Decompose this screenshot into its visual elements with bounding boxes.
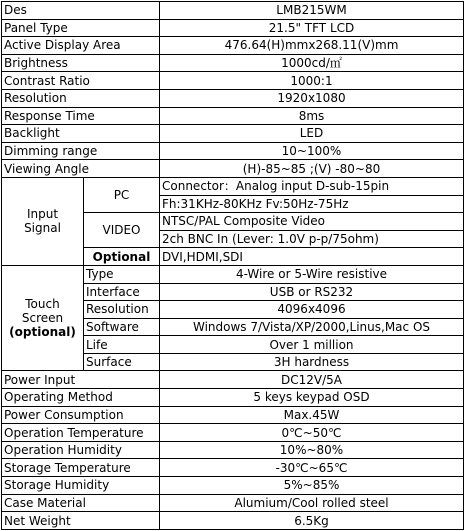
row-label: Resolution — [2, 89, 160, 107]
table-row — [2, 2, 464, 20]
row-value: 476.64(H)mmx268.11(V)mm — [160, 37, 464, 55]
row-label: Backlight — [2, 125, 160, 143]
table-row — [2, 441, 464, 459]
row-value: 10~100% — [160, 142, 464, 160]
row-label: Panel Type — [2, 19, 160, 37]
table-row — [2, 72, 464, 90]
table-row — [2, 371, 464, 389]
row-label: Operating Method — [2, 389, 160, 407]
group-label-line: Touch — [25, 297, 60, 312]
row-value: 2ch BNC In (Lever: 1.0V p-p/75ohm) — [160, 230, 464, 248]
row-label: Dimming range — [2, 142, 160, 160]
group-label-line: (optional) — [9, 325, 76, 340]
group-label-line: Screen — [21, 311, 64, 326]
row-label: Software — [84, 318, 160, 336]
row-value: 5%~85% — [160, 477, 464, 495]
table-row — [2, 512, 464, 530]
row-label: Operation Temperature — [2, 424, 160, 442]
row-value: USB or RS232 — [160, 283, 464, 301]
table-row — [2, 160, 464, 178]
touch-screen-label — [2, 265, 84, 371]
row-label: Life — [84, 336, 160, 354]
row-value: 4-Wire or 5-Wire resistive — [160, 265, 464, 283]
table-row — [2, 494, 464, 512]
row-label: Power Consumption — [2, 406, 160, 424]
row-label: Storage Temperature — [2, 459, 160, 477]
table-row — [2, 477, 464, 495]
row-value: Fh:31KHz-80KHz Fv:50Hz-75Hz — [160, 195, 464, 213]
row-value: -30℃~65℃ — [160, 459, 464, 477]
optional-label: Optional — [84, 248, 160, 266]
row-value: 21.5" TFT LCD — [160, 19, 464, 37]
row-label: Operation Humidity — [2, 441, 160, 459]
row-label: Power Input — [2, 371, 160, 389]
row-label: Storage Humidity — [2, 477, 160, 495]
group-label-line: Signal — [24, 221, 61, 236]
row-value: NTSC/PAL Composite Video — [160, 213, 464, 231]
table-row — [2, 265, 464, 283]
row-value: Over 1 million — [160, 336, 464, 354]
table-row — [2, 459, 464, 477]
row-label: Resolution — [84, 301, 160, 319]
row-label: Response Time — [2, 107, 160, 125]
row-value: 8ms — [160, 107, 464, 125]
input-signal-label — [2, 177, 84, 265]
table-row — [2, 406, 464, 424]
row-label: Viewing Angle — [2, 160, 160, 178]
row-value: 3H hardness — [160, 353, 464, 371]
row-value: Alumium/Cool rolled steel — [160, 494, 464, 512]
row-value: Windows 7/Vista/XP/2000,Linus,Mac OS — [160, 318, 464, 336]
row-value: LMB215WM — [160, 2, 464, 20]
row-label: Brightness — [2, 54, 160, 72]
row-value: DC12V/5A — [160, 371, 464, 389]
row-value: Max.45W — [160, 406, 464, 424]
row-value: DVI,HDMI,SDI — [160, 248, 464, 266]
row-value: Connector：Analog input D-sub-15pin — [160, 177, 464, 195]
row-value: 1920x1080 — [160, 89, 464, 107]
row-value: 0℃~50℃ — [160, 424, 464, 442]
row-value: 1000:1 — [160, 72, 464, 90]
table-row — [2, 125, 464, 143]
table-row — [2, 177, 464, 195]
pc-label: PC — [84, 177, 160, 212]
row-label: Des — [2, 2, 160, 20]
row-label: Case Material — [2, 494, 160, 512]
table-row — [2, 107, 464, 125]
video-label: VIDEO — [84, 213, 160, 248]
table-row — [2, 142, 464, 160]
row-value: 6.5Kg — [160, 512, 464, 530]
row-label: Surface — [84, 353, 160, 371]
group-label-line: Input — [26, 207, 59, 222]
row-label: Contrast Ratio — [2, 72, 160, 90]
row-value: 1000cd/㎡ — [160, 54, 464, 72]
table-row — [2, 37, 464, 55]
table-row — [2, 19, 464, 37]
row-label: Active Display Area — [2, 37, 160, 55]
row-value: 5 keys keypad OSD — [160, 389, 464, 407]
row-label: Type — [84, 265, 160, 283]
table-row — [2, 424, 464, 442]
spec-table — [1, 1, 464, 530]
row-label: Interface — [84, 283, 160, 301]
table-row — [2, 89, 464, 107]
table-row — [2, 389, 464, 407]
row-value: LED — [160, 125, 464, 143]
table-row — [2, 54, 464, 72]
row-value: (H)-85~85 ;(V) -80~80 — [160, 160, 464, 178]
row-label: Net Weight — [2, 512, 160, 530]
row-value: 4096x4096 — [160, 301, 464, 319]
row-value: 10%~80% — [160, 441, 464, 459]
